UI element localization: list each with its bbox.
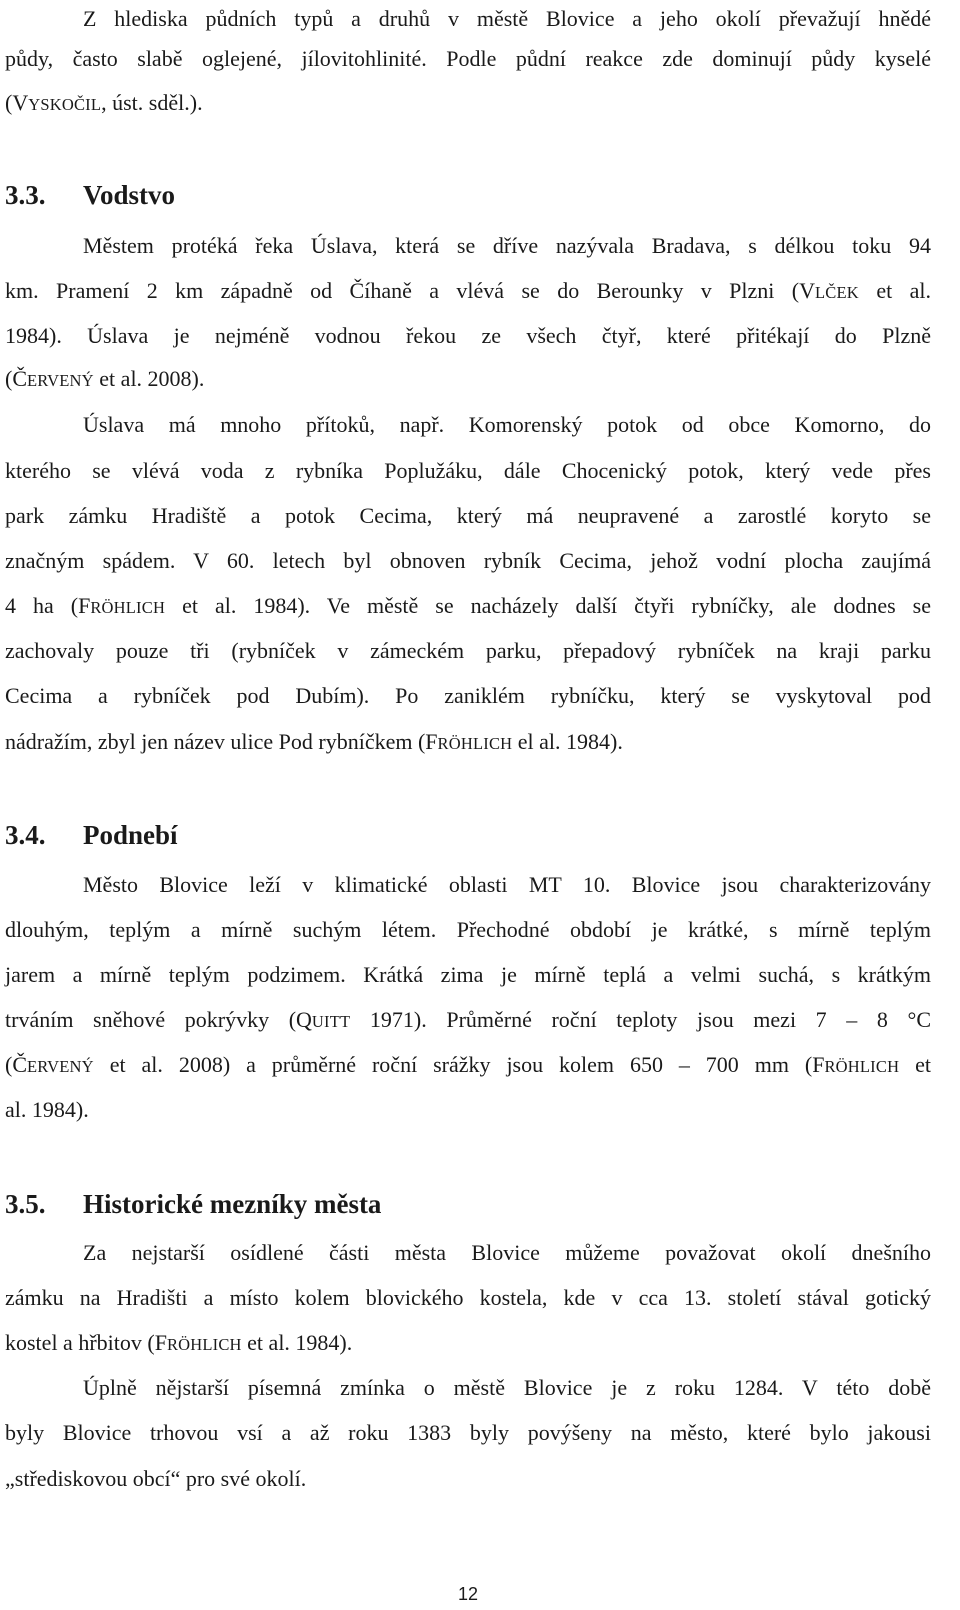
paragraph-line: trváním sněhové pokrývky (QUITT 1971). Průměrné roční teploty jsou mezi 7 – 8 °C (5, 1007, 931, 1032)
paragraph-line: Úplně nějstarší písemná zmínka o městě Blovice je z roku 1284. V této době (83, 1375, 931, 1400)
paragraph-line: Za nejstarší osídlené části města Blovice můžeme považovat okolí dnešního (83, 1240, 931, 1265)
paragraph-line: značným spádem. V 60. letech byl obnoven rybník Cecima, jehož vodní plocha zaujímá (5, 548, 931, 573)
paragraph-line: půdy, často slabě oglejené, jílovitohlinité. Podle půdní reakce zde dominují půdy kyselé (5, 46, 931, 71)
paragraph-line: zámku na Hradišti a místo kolem blovického kostela, kde v cca 13. století stával gotický (5, 1285, 931, 1310)
paragraph-line: km. Pramení 2 km západně od Číhaně a vlévá se do Berounky v Plzni (VLČEK et al. (5, 278, 931, 303)
paragraph-line: Městem protéká řeka Úslava, která se dříve nazývala Bradava, s délkou toku 94 (83, 233, 931, 258)
paragraph-line: Cecima a rybníček pod Dubím). Po zaniklém rybníčku, který se vyskytoval pod (5, 683, 931, 708)
paragraph-line: kterého se vlévá voda z rybníka Poplužáku, dále Chocenický potok, který vede přes (5, 458, 931, 483)
paragraph-line: zachovaly pouze tři (rybníček v zámeckém parku, přepadový rybníček na kraji parku (5, 638, 931, 663)
section-heading-podnebi: 3.4. Podnebí (5, 820, 178, 850)
paragraph-line: 1984). Úslava je nejméně vodnou řekou ze všech čtyř, které přitékají do Plzně (5, 323, 931, 348)
paragraph-line: (ČERVENÝ et al. 2008). (5, 366, 205, 391)
paragraph-line: al. 1984). (5, 1097, 89, 1122)
paragraph-line: nádražím, zbyl jen název ulice Pod rybníčkem (FRÖHLICH el al. 1984). (5, 729, 623, 754)
paragraph-line: (VYSKOČIL, úst. sděl.). (5, 90, 203, 115)
paragraph-line: park zámku Hradiště a potok Cecima, který má neupravené a zarostlé koryto se (5, 503, 931, 528)
paragraph-line: Z hlediska půdních typů a druhů v městě Blovice a jeho okolí převažují hnědé (83, 6, 931, 31)
paragraph-line: Úslava má mnoho přítoků, např. Komorenský potok od obce Komorno, do (83, 412, 931, 437)
paragraph-line: kostel a hřbitov (FRÖHLICH et al. 1984). (5, 1330, 353, 1355)
paragraph-line: jarem a mírně teplým podzimem. Krátká zima je mírně teplá a velmi suchá, s krátkým (5, 962, 931, 987)
section-heading-historicke-mezniky: 3.5. Historické mezníky města (5, 1189, 382, 1219)
paragraph-line: 4 ha (FRÖHLICH et al. 1984). Ve městě se nacházely další čtyři rybníčky, ale dodnes se (5, 593, 931, 618)
paragraph-line: „střediskovou obcí“ pro své okolí. (5, 1466, 307, 1491)
paragraph-line: dlouhým, teplým a mírně suchým létem. Přechodné období je krátké, s mírně teplým (5, 917, 931, 942)
section-heading-vodstvo: 3.3. Vodstvo (5, 180, 176, 210)
paragraph-line: Město Blovice leží v klimatické oblasti MT 10. Blovice jsou charakterizovány (83, 872, 931, 897)
paragraph-line: byly Blovice trhovou vsí a až roku 1383 byly povýšeny na město, které bylo jakousi (5, 1420, 931, 1445)
page-number: 12 (457, 1584, 479, 1604)
paragraph-line: (ČERVENÝ et al. 2008) a průměrné roční srážky jsou kolem 650 – 700 mm (FRÖHLICH et (5, 1052, 931, 1077)
